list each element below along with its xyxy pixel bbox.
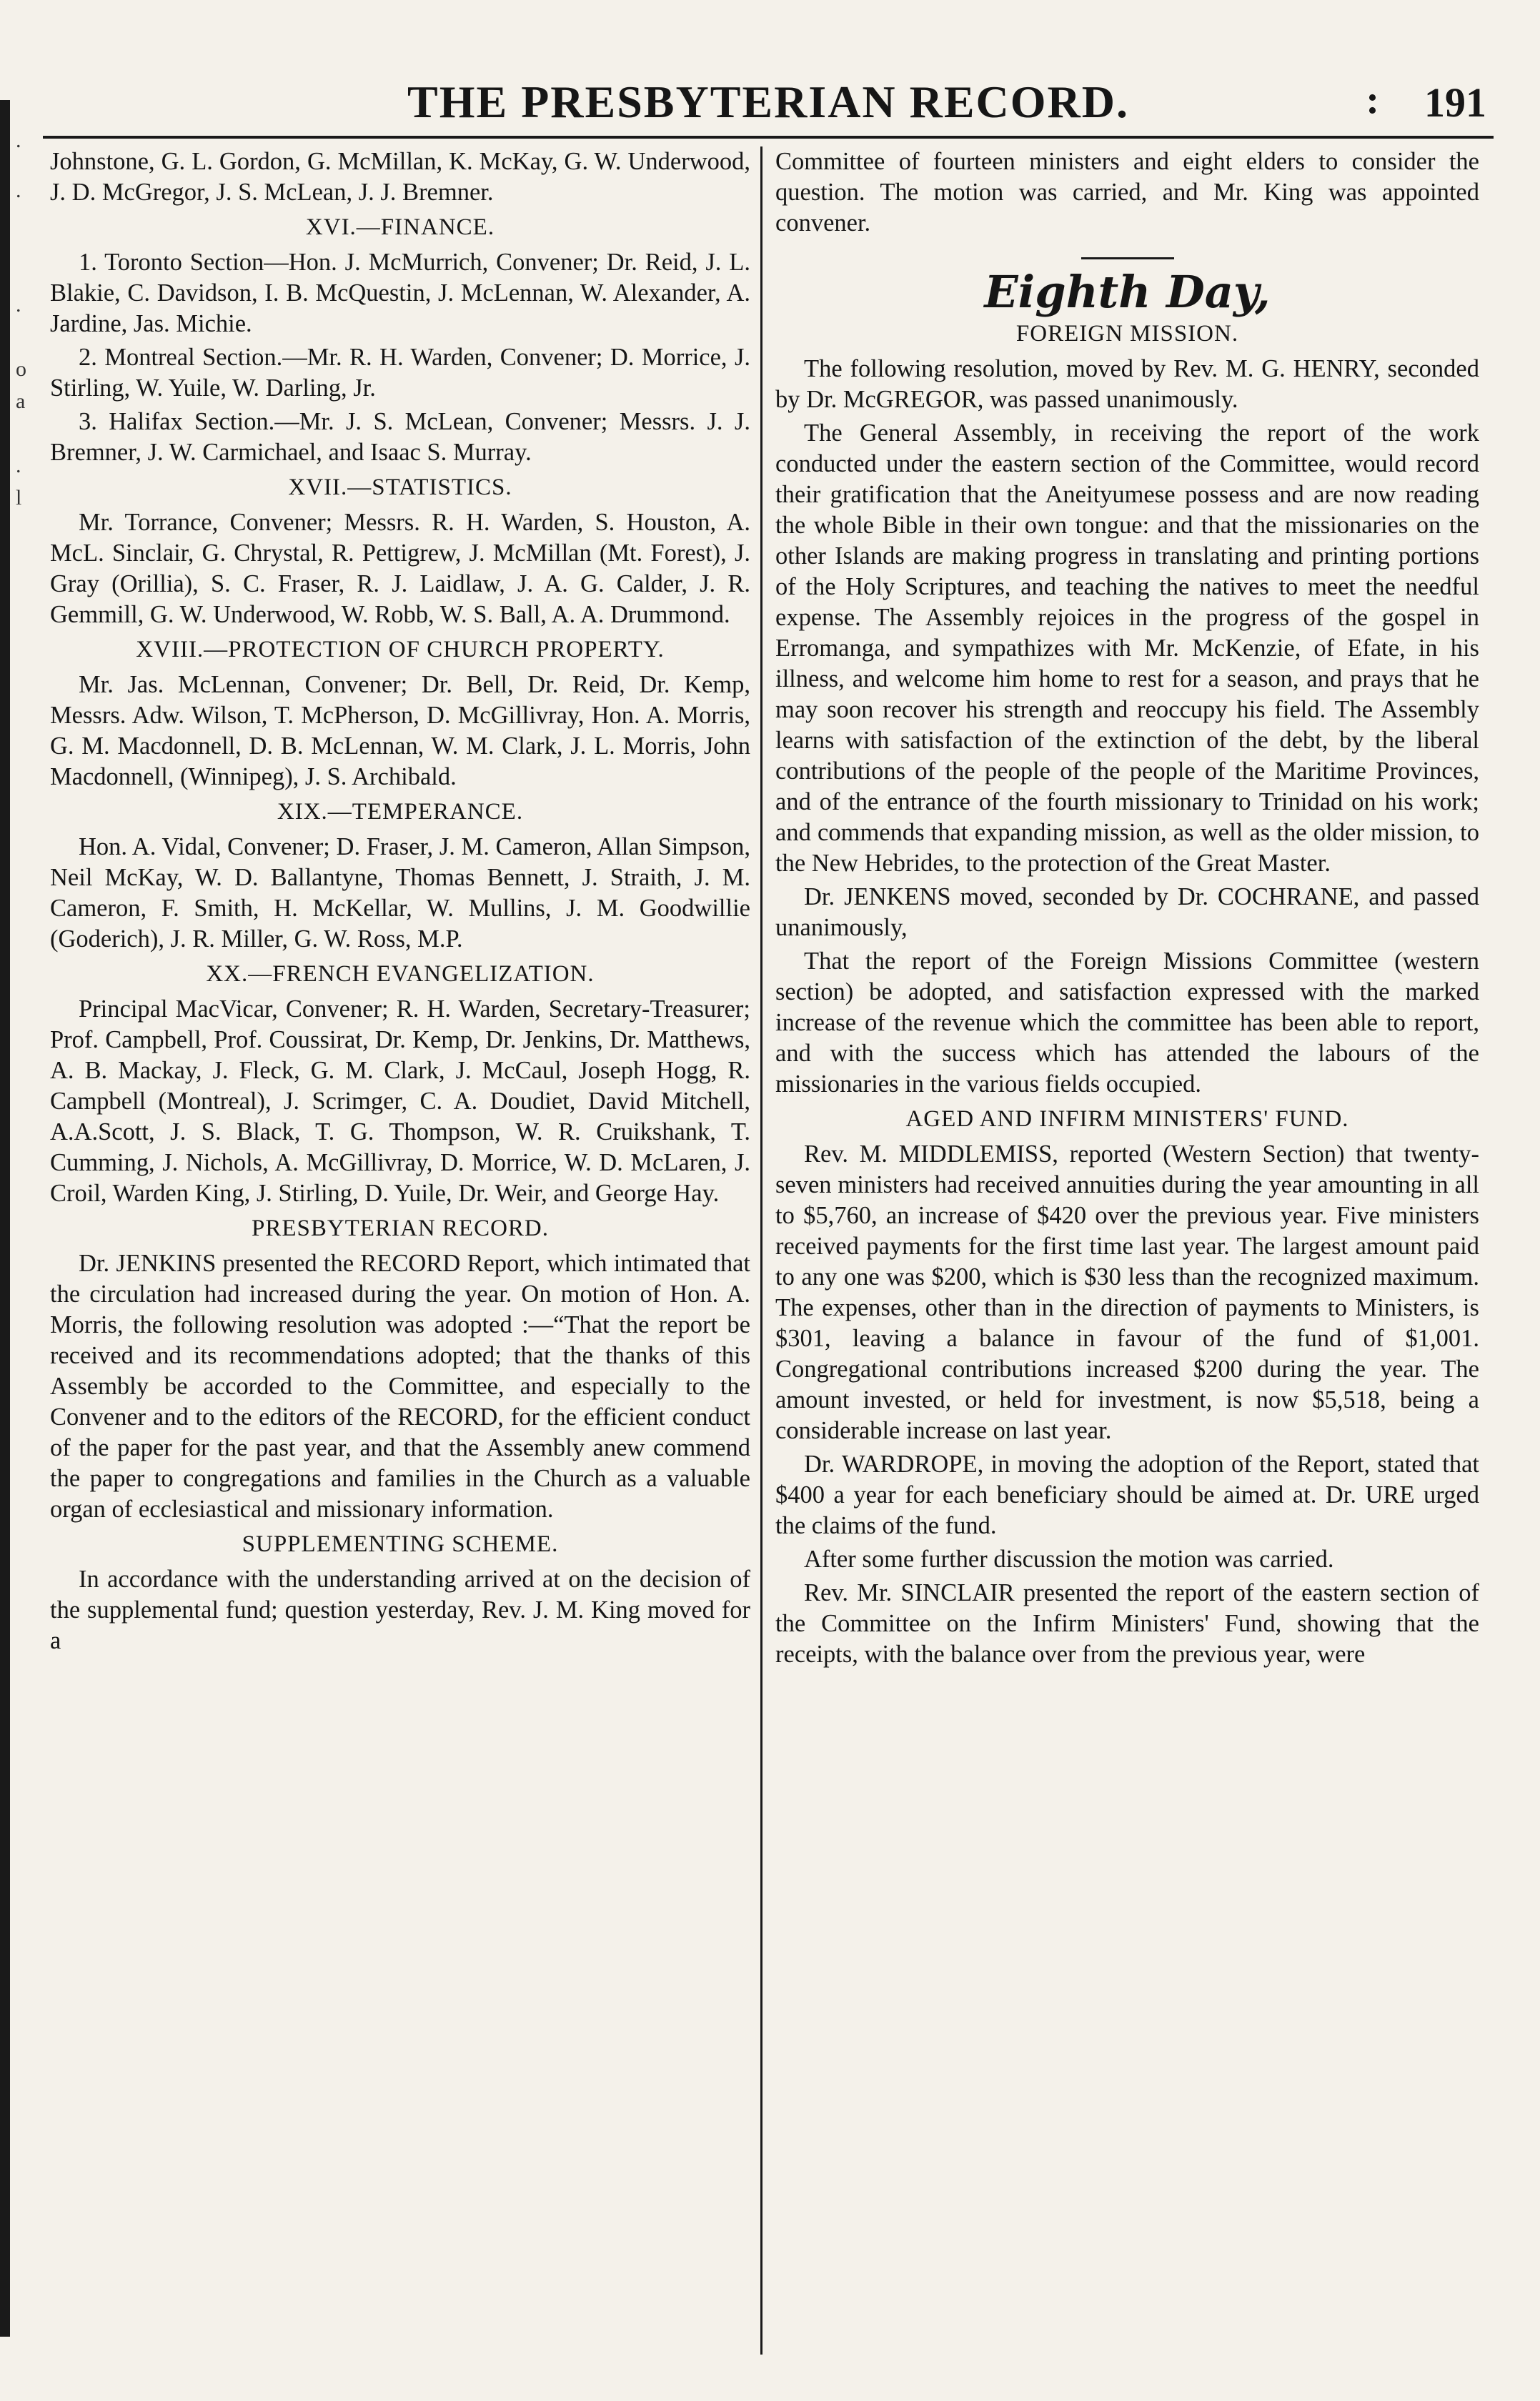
paragraph: Mr. Jas. McLennan, Convener; Dr. Bell, Dr. Reid, Dr. Kemp, Messrs. Adw. Wilson, T. McPherson, D. McGillivray, Hon. A. Morris, G. M. Macdonnell, D. B. McLennan, W. M. Clark, J. L. Morris, John Macdonnell, (Winnipeg), J. S. Archibald. [50,671,750,790]
paragraph: The General Assembly, in receiving the report of the work conducted under the eastern section of the Committee, would record their gratification that the Aneityumese possess and are now reading the whole Bible in their own tongue: and that the missionaries on the other Islands are making progress in translating and printing portions of the Holy Scriptures, and teaching the natives to meet the needful expense. The Assembly rejoices in the progress of the gospel in Erromanga, and sympathizes with Mr. McKenzie, of Efate, in his illness, and welcome him home to rest for a season, and prays that he may soon recover his strength and reoccupy his field. The Assembly learns with satisfaction of the extinction of the debt, by the liberal contributions of the people of the people of the Maritime Provinces, and of the entrance of the fourth missionary to Trinidad on his work; and commends that expanding mission, as well as the older mission, to the New Hebrides, to the protection of the Great Master. [775,419,1479,877]
paragraph: In accordance with the understanding arrived at on the decision of the supplemental fund; question yesterday, Rev. J. M. King moved for a [50,1566,750,1654]
section-heading: XVI.—FINANCE. [305,214,495,240]
page-header [43,71,1494,139]
page-title: THE PRESBYTERIAN RECORD. [407,76,1129,127]
section-rule [1081,257,1174,259]
section-heading: XIX.—TEMPERANCE. [277,799,524,825]
margin-mark: a [16,389,26,413]
paragraph: 1. Toronto Section—Hon. J. McMurrich, Convener; Dr. Reid, J. L. Blakie, C. Davidson, I. B. McQuestin, J. McLennan, W. Alexander, A. Jardine, Jas. Michie. [50,249,750,337]
margin-mark: l [16,486,22,509]
section-heading: AGED AND INFIRM MINISTERS' FUND. [905,1106,1349,1132]
header-separator: : [1366,78,1379,122]
paragraph: Johnstone, G. L. Gordon, G. McMillan, K. McKay, G. W. Underwood, J. D. McGregor, J. S. McLean, J. J. Bremner. [50,148,750,206]
paragraph: After some further discussion the motion was carried. [804,1546,1334,1573]
section-heading: XX.—FRENCH EVANGELIZATION. [206,961,595,987]
section-heading: FOREIGN MISSION. [1015,321,1239,347]
right-column [775,146,1479,2362]
section-heading: XVIII.—PROTECTION OF CHURCH PROPERTY. [136,637,665,662]
paragraph: Committee of fourteen ministers and eight elders to consider the question. The motion was carried, and Mr. King was appointed convener. [775,148,1479,237]
paragraph: Rev. M. MIDDLEMISS, reported (Western Section) that twenty-seven ministers had received annuities during the year amounting in all to $5,760, an increase of $420 over the previous year. Five ministers received payments for the first time last year. The largest amount paid to any one was $200, which is $30 less than the recognized maximum. The expenses, other than in the direction of payments to Ministers, is $301, leaving a balance in favour of the fund of $1,001. Congregational contributions increased $200 during the year. The amount invested, or held for investment, is now $5,518, being a considerable increase on last year. [775,1140,1479,1444]
section-heading: SUPPLEMENTING SCHEME. [242,1531,559,1557]
paragraph: Dr. JENKINS presented the RECORD Report, which intimated that the circulation had increased during the year. On motion of Hon. A. Morris, the following resolution was adopted :—“That the report be received and its recommendations adopted; that the thanks of this Assembly be accorded to the Committee, and especially to the Convener and to the editors of the RECORD, for the efficient conduct of the paper for the past year, and that the Assembly anew commend the paper to congregations and families in the Church as a valuable organ of ecclesiastical and missionary information. [50,1250,750,1523]
paragraph: Principal MacVicar, Convener; R. H. Warden, Secretary-Treasurer; Prof. Campbell, Prof. Coussirat, Dr. Kemp, Dr. Jenkins, Dr. Matthews, A. B. Mackay, J. Fleck, G. M. Clark, J. McCaul, Joseph Hogg, R. Campbell (Montreal), J. Scrimger, C. A. Doudiet, David Mitchell, A.A.Scott, J. S. Black, T. G. Thompson, W. R. Cruikshank, T. Cumming, J. Nichols, A. McGillivray, D. Morrice, W. D. McLaren, J. Croil, Warden King, J. Stirling, D. Yuile, Dr. Weir, and George Hay. [50,995,750,1207]
paragraph: Dr. JENKENS moved, seconded by Dr. COCHRANE, and passed unanimously, [775,883,1479,941]
column-divider [760,146,762,2355]
margin-mark: o [16,357,26,381]
paragraph: 2. Montreal Section.—Mr. R. H. Warden, Convener; D. Morrice, J. Stirling, W. Yuile, W. Darling, Jr. [50,344,750,402]
margin-binding-bar [0,100,10,2337]
paragraph: 3. Halifax Section.—Mr. J. S. McLean, Convener; Messrs. J. J. Bremner, J. W. Carmichael, and Isaac S. Murray. [50,408,750,466]
section-heading: PRESBYTERIAN RECORD. [251,1216,550,1241]
margin-mark: . [16,454,21,477]
paragraph: Mr. Torrance, Convener; Messrs. R. H. Warden, S. Houston, A. McL. Sinclair, G. Chrystal, R. Pettigrew, J. McMillan (Mt. Forest), J. Gray (Orillia), S. C. Fraser, R. J. Laidlaw, J. A. G. Calder, J. R. Gemmill, G. W. Underwood, W. Robb, W. S. Ball, A. A. Drummond. [50,509,750,628]
margin-mark: . [16,293,21,317]
left-column [50,146,750,2362]
paragraph: Dr. WARDROPE, in moving the adoption of the Report, stated that $400 a year for each beneficiary should be aimed at. Dr. URE urged the claims of the fund. [775,1451,1479,1539]
paragraph: That the report of the Foreign Missions Committee (western section) be adopted, and satisfaction expressed with the marked increase of the revenue which the committee has been able to report, and with the success which has attended the labours of the missionaries in the various fields occupied. [775,948,1479,1098]
day-heading: Eighth Day, [984,266,1271,318]
paragraph: The following resolution, moved by Rev. M. G. HENRY, seconded by Dr. McGREGOR, was passed unanimously. [775,355,1479,413]
section-heading: XVII.—STATISTICS. [288,474,512,500]
margin-mark: . [16,179,21,202]
margin-mark: . [16,129,21,152]
paragraph: Rev. Mr. SINCLAIR presented the report of the eastern section of the Committee on the Infirm Ministers' Fund, showing that the receipts, with the balance over from the previous year, were [775,1579,1479,1668]
page-number: 191 [1424,79,1486,126]
paragraph: Hon. A. Vidal, Convener; D. Fraser, J. M. Cameron, Allan Simpson, Neil McKay, W. D. Ballantyne, Thomas Bennett, J. Straith, J. M. Cameron, F. Smith, H. McKellar, W. Mullins, J. M. Goodwillie (Goderich), J. R. Miller, G. W. Ross, M.P. [50,833,750,953]
